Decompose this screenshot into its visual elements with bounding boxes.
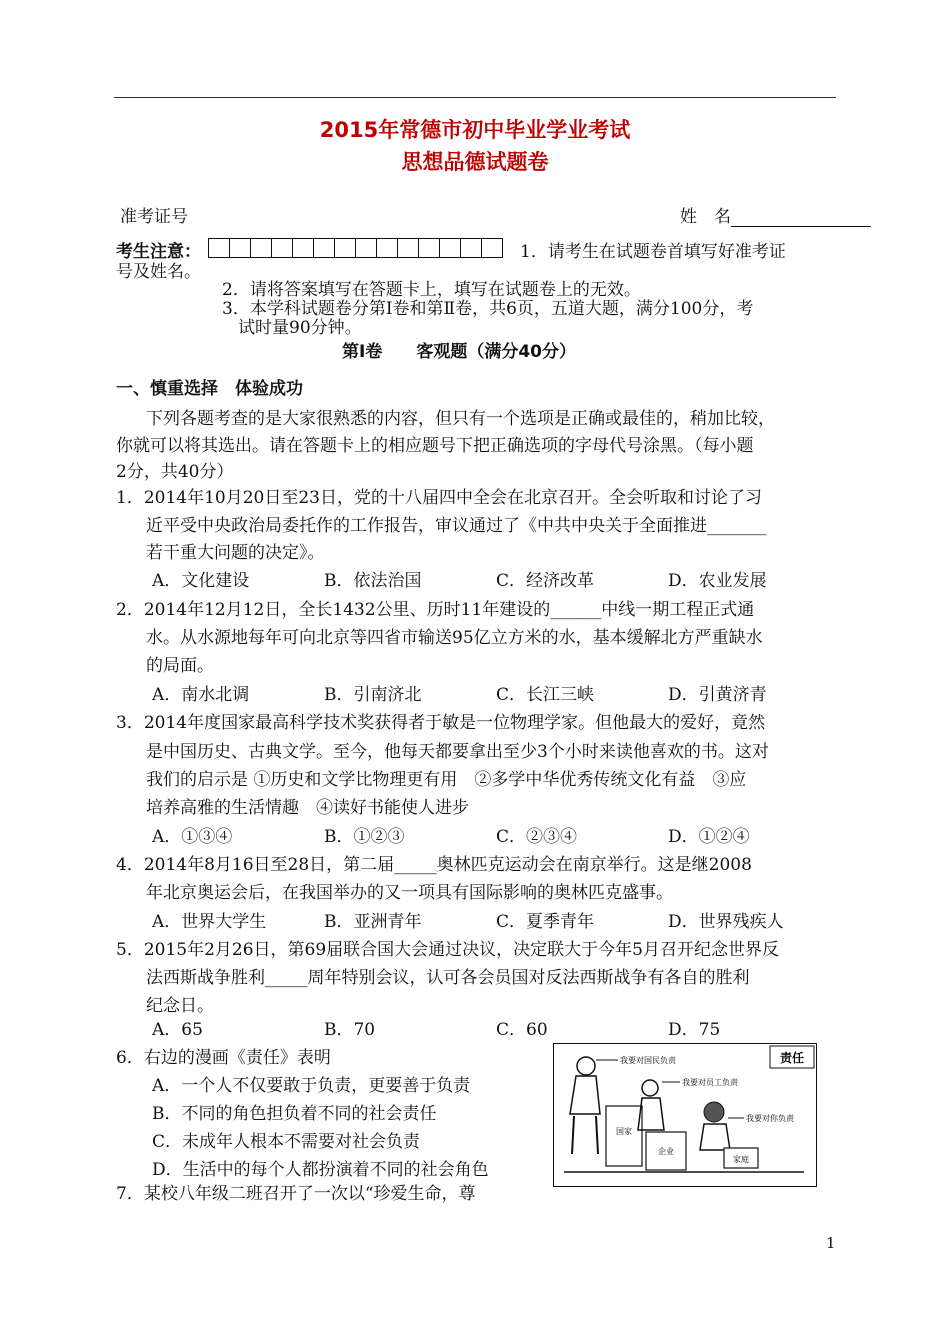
q3-line1: 3．2014年度国家最高科学技术奖获得者于敏是一位物理学家。但他最大的爱好，竟然 <box>116 713 766 733</box>
notice-item3: 3．本学科试题卷分第Ⅰ卷和第Ⅱ卷，共6页，五道大题，满分100分，考 <box>222 299 754 319</box>
q2-line3: 的局面。 <box>146 656 214 676</box>
exam-id-label: 准考证号 <box>120 207 188 227</box>
q2-line1: 2．2014年12月12日，全长1432公里、历时11年建设的______中线一期工程正式通 <box>116 600 755 620</box>
q3-option-c[interactable]: C．②③④ <box>496 827 578 847</box>
q4-option-a[interactable]: A．世界大学生 <box>152 912 267 932</box>
q2-line2: 水。从水源地每年可向北京等四省市输送95亿立方米的水，基本缓解北方严重缺水 <box>146 628 763 648</box>
q3-line4: 培养高雅的生活情趣 ④读好书能使人进步 <box>146 798 469 818</box>
name-field[interactable] <box>680 202 871 227</box>
notice-item1: 1．请考生在试题卷首填写好准考证 <box>520 242 786 262</box>
q4-line2: 年北京奥运会后，在我国举办的又一项具有国际影响的奥林匹克盛事。 <box>146 883 673 903</box>
q3-option-d[interactable]: D．①②④ <box>668 827 750 847</box>
cartoon-caption-3: 我要对你负责 <box>746 1114 794 1123</box>
cartoon-caption-2: 我要对员工负责 <box>682 1078 738 1087</box>
cartoon-box-company: 企业 <box>658 1147 674 1156</box>
q1-option-a[interactable]: A．文化建设 <box>152 571 250 591</box>
notice-item3-cont: 试时量90分钟。 <box>238 318 362 338</box>
q5-line2: 法西斯战争胜利_____周年特别会议，认可各会员国对反法西斯战争有各自的胜利 <box>146 968 750 988</box>
q2-option-a[interactable]: A．南水北调 <box>152 685 250 705</box>
cartoon-title: 责任 <box>779 1051 805 1065</box>
q1-line2: 近平受中央政治局委托作的工作报告，审议通过了《中共中央关于全面推进_______ <box>146 516 767 536</box>
page-number: 1 <box>826 1234 836 1252</box>
part-title: 第Ⅰ卷 客观题（满分40分） <box>342 342 576 362</box>
q1-option-d[interactable]: D．农业发展 <box>668 571 767 591</box>
q6-line1: 6．右边的漫画《责任》表明 <box>116 1048 331 1068</box>
q5-option-a[interactable]: A．65 <box>152 1020 203 1040</box>
notice-item2: 2．请将答案填写在答题卡上，填写在试题卷上的无效。 <box>222 280 641 300</box>
q5-option-d[interactable]: D．75 <box>668 1020 721 1040</box>
q1-line1: 1．2014年10月20日至23日，党的十八届四中全会在北京召开。全会听取和讨论了习 <box>116 488 762 508</box>
intro-line1: 下列各题考查的是大家很熟悉的内容，但只有一个选项是正确或最佳的，稍加比较， <box>146 409 775 429</box>
name-label: 姓 名 <box>680 207 731 227</box>
q3-line3: 我们的启示是 ①历史和文学比物理更有用 ②多学中华优秀传统文化有益 ③应 <box>146 770 747 790</box>
intro-line3: 2分，共40分） <box>116 462 234 482</box>
q5-line3: 纪念日。 <box>146 996 214 1016</box>
exam-title: 2015年常德市初中毕业学业考试 <box>319 118 631 142</box>
notice-item1-cont: 号及姓名。 <box>116 262 201 282</box>
q5-option-b[interactable]: B．70 <box>324 1020 376 1040</box>
q5-line1: 5．2015年2月26日，第69届联合国大会通过决议，决定联大于今年5月召开纪念世界反 <box>116 940 779 960</box>
section-heading: 一、慎重选择 体验成功 <box>116 379 303 399</box>
q2-option-c[interactable]: C．长江三峡 <box>496 685 595 705</box>
cartoon-box-country: 国家 <box>616 1127 632 1136</box>
cartoon-caption-1: 我要对国民负责 <box>620 1056 676 1065</box>
q1-option-b[interactable]: B．依法治国 <box>324 571 422 591</box>
top-rule <box>114 97 836 98</box>
q2-option-d[interactable]: D．引黄济青 <box>668 685 767 705</box>
q3-option-a[interactable]: A．①③④ <box>152 827 233 847</box>
q2-option-b[interactable]: B．引南济北 <box>324 685 422 705</box>
q4-option-c[interactable]: C．夏季青年 <box>496 912 595 932</box>
q1-option-c[interactable]: C．经济改革 <box>496 571 595 591</box>
q4-option-b[interactable]: B．亚洲青年 <box>324 912 422 932</box>
q4-option-d[interactable]: D．世界残疾人 <box>668 912 784 932</box>
exam-subtitle: 思想品德试题卷 <box>401 150 549 174</box>
q4-line1: 4．2014年8月16日至28日，第二届_____奥林匹克运动会在南京举行。这是继2008 <box>116 855 752 875</box>
exam-id-boxes[interactable] <box>208 238 502 258</box>
q1-line3: 若干重大问题的决定》。 <box>146 543 325 563</box>
q7-line1: 7．某校八年级二班召开了一次以“珍爱生命，尊 <box>116 1184 476 1204</box>
q3-option-b[interactable]: B．①②③ <box>324 827 405 847</box>
responsibility-cartoon <box>553 1043 817 1187</box>
name-blank[interactable] <box>731 208 871 227</box>
q5-option-c[interactable]: C．60 <box>496 1020 548 1040</box>
q6-option-d[interactable]: D．生活中的每个人都扮演着不同的社会角色 <box>152 1160 489 1180</box>
q6-option-c[interactable]: C．未成年人根本不需要对社会负责 <box>152 1132 421 1152</box>
q6-option-a[interactable]: A．一个人不仅要敢于负责，更要善于负责 <box>152 1076 471 1096</box>
intro-line2: 你就可以将其选出。请在答题卡上的相应题号下把正确选项的字母代号涂黑。（每小题 <box>116 436 754 456</box>
notice-label: 考生注意： <box>116 242 201 262</box>
q6-option-b[interactable]: B．不同的角色担负着不同的社会责任 <box>152 1104 437 1124</box>
cartoon-box-family: 家庭 <box>733 1155 749 1164</box>
q3-line2: 是中国历史、古典文学。至今，他每天都要拿出至少3个小时来读他喜欢的书。这对 <box>146 742 769 762</box>
